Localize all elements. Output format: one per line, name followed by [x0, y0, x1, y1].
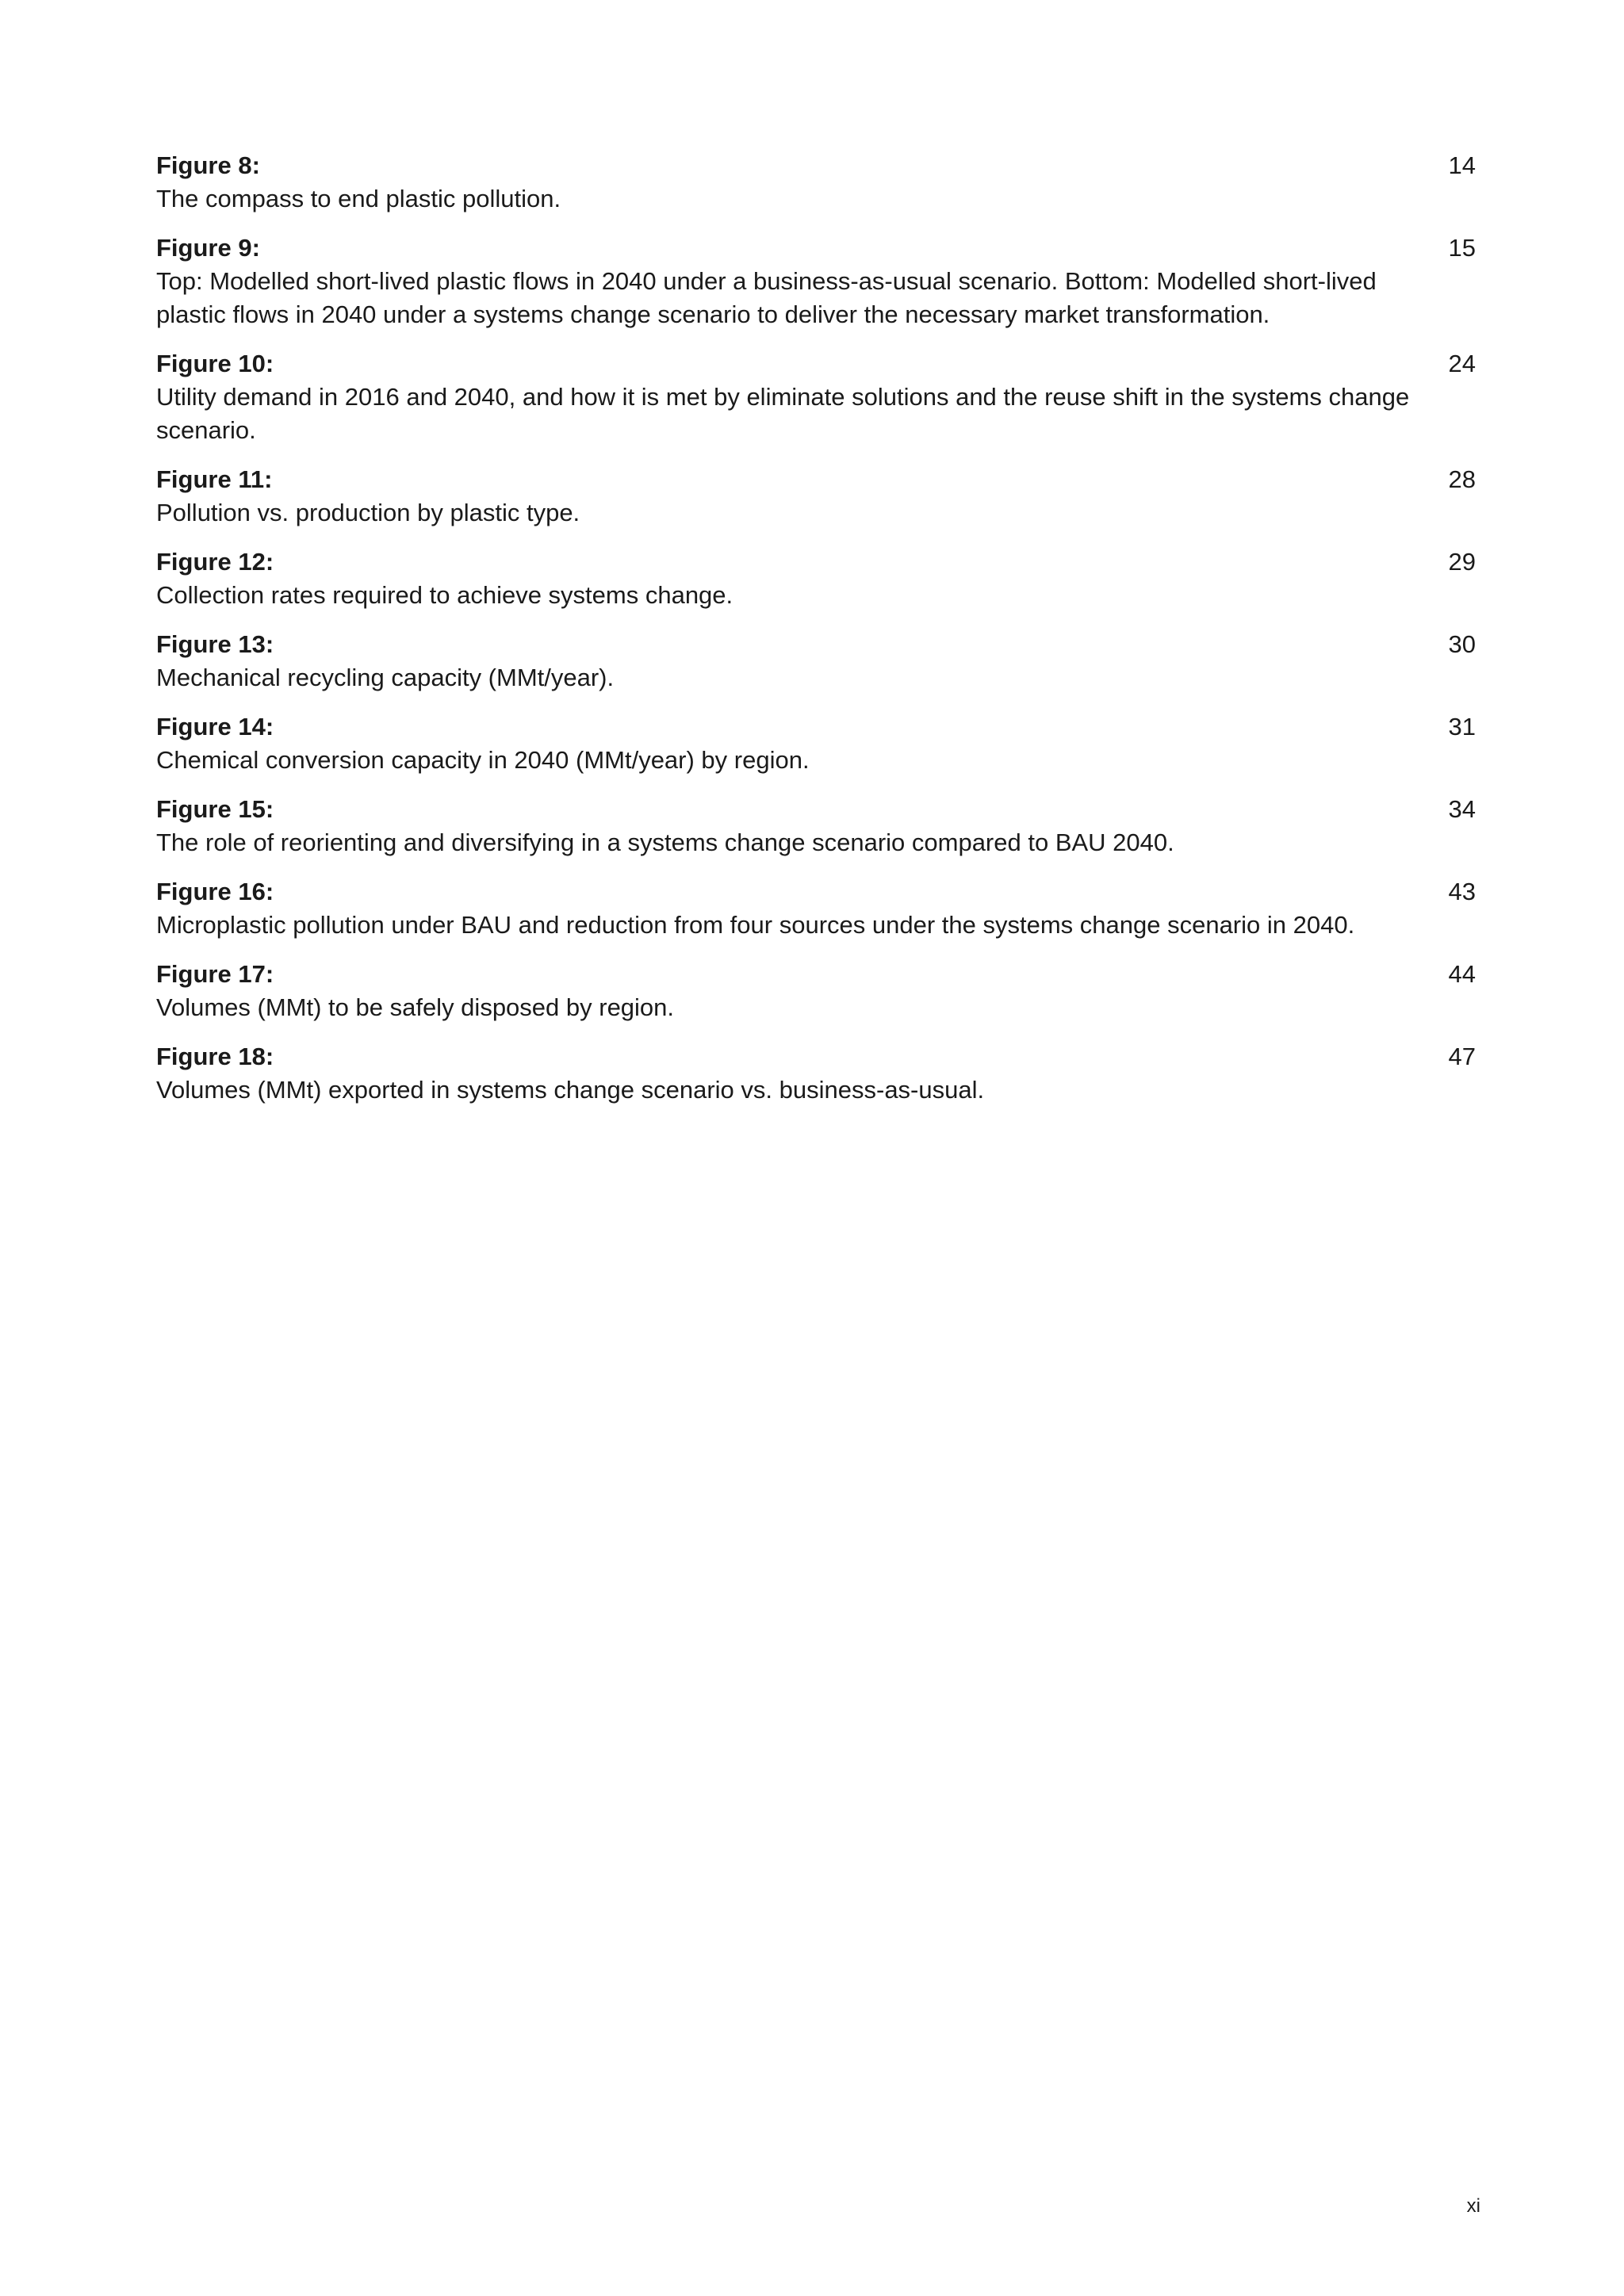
figure-entry-12: [156, 545, 1476, 612]
figure-caption: Mechanical recycling capacity (MMt/year).: [156, 664, 615, 691]
figure-label: Figure 9:: [156, 234, 260, 262]
figure-label: Figure 11:: [156, 465, 273, 493]
page-number: xi: [1466, 2195, 1480, 2217]
figure-entry-16: [156, 875, 1476, 942]
figure-caption: Pollution vs. production by plastic type.: [156, 499, 580, 526]
figure-page-number: 24: [1448, 350, 1476, 377]
figure-caption: Volumes (MMt) to be safely disposed by region.: [156, 993, 675, 1021]
figure-page-number: 31: [1448, 713, 1476, 740]
figure-entry-9: [156, 232, 1476, 331]
figure-label: Figure 18:: [156, 1043, 274, 1070]
figure-page-number: 15: [1448, 234, 1476, 262]
figure-page-number: 14: [1448, 151, 1476, 179]
figure-label: Figure 13:: [156, 630, 274, 658]
figure-label: Figure 12:: [156, 548, 274, 576]
figure-page-number: 34: [1448, 795, 1476, 823]
figure-entry-10: [156, 347, 1476, 447]
figure-entry-11: [156, 463, 1476, 530]
figure-page-number: 44: [1448, 960, 1476, 988]
figure-label: Figure 10:: [156, 350, 274, 377]
figure-caption: Chemical conversion capacity in 2040 (MMt/year) by region.: [156, 746, 810, 774]
figure-caption: Volumes (MMt) exported in systems change scenario vs. business-as-usual.: [156, 1076, 985, 1104]
figure-entry-8: [156, 149, 1476, 216]
figure-page-number: 30: [1448, 630, 1476, 658]
figure-caption: Top: Modelled short-lived plastic flows in 2040 under a business-as-usual scenario. Bottom: Modelled short-lived plastic flows in 2040 under a systems change scenario to deliver the necessary market transformation.: [156, 267, 1377, 328]
list-of-figures: [156, 149, 1476, 1123]
figure-caption: Microplastic pollution under BAU and reduction from four sources under the systems change scenario in 2040.: [156, 911, 1355, 939]
figure-caption: The compass to end plastic pollution.: [156, 185, 561, 212]
figure-page-number: 47: [1448, 1043, 1476, 1070]
figure-entry-15: [156, 793, 1476, 859]
figure-entry-14: [156, 710, 1476, 777]
figure-label: Figure 15:: [156, 795, 274, 823]
figure-page-number: 43: [1448, 878, 1476, 905]
figure-entry-13: [156, 628, 1476, 695]
figure-entry-18: [156, 1040, 1476, 1107]
figure-label: Figure 14:: [156, 713, 274, 740]
figure-caption: Collection rates required to achieve systems change.: [156, 581, 733, 609]
figure-page-number: 29: [1448, 548, 1476, 576]
figure-label: Figure 8:: [156, 151, 260, 179]
figure-label: Figure 16:: [156, 878, 274, 905]
figure-caption: The role of reorienting and diversifying in a systems change scenario compared to BAU 2040.: [156, 828, 1174, 856]
figure-caption: Utility demand in 2016 and 2040, and how it is met by eliminate solutions and the reuse shift in the systems change scenario.: [156, 383, 1410, 444]
figure-label: Figure 17:: [156, 960, 274, 988]
figure-page-number: 28: [1448, 465, 1476, 493]
figure-entry-17: [156, 958, 1476, 1024]
